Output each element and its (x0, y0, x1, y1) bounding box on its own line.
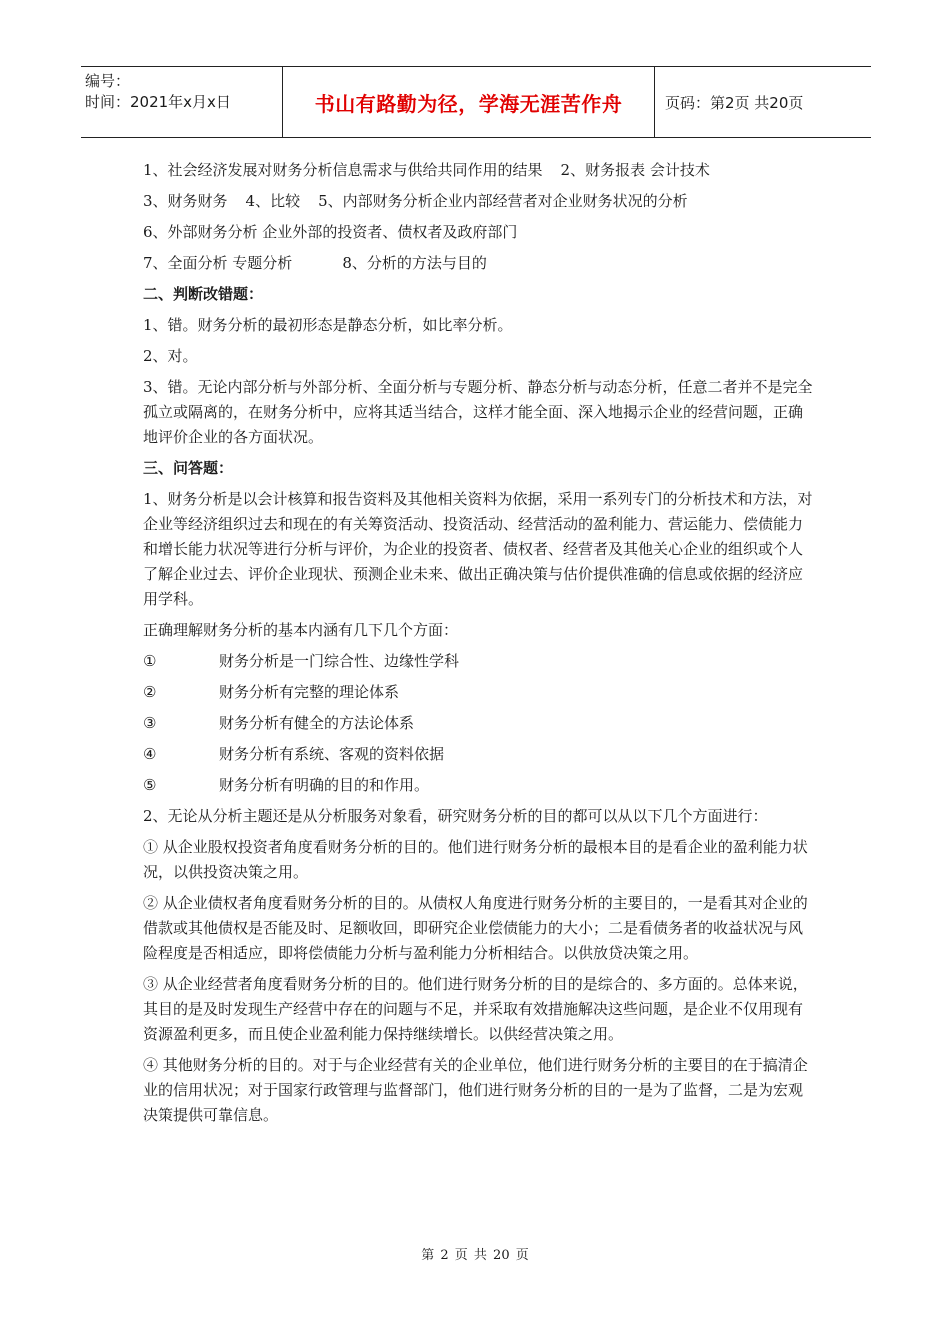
list-text: 财务分析有系统、客观的资料依据 (219, 745, 445, 763)
document-body (143, 158, 815, 1134)
paragraph: ③ 从企业经营者角度看财务分析的目的。他们进行财务分析的目的是综合的、多方面的。总体来说，其目的是及时发现生产经营中存在的问题与不足，并采取有效措施解决这些问题，是企业不仅用现有资源盈利更多，而且使企业盈利能力保持继续增长。以供经营决策之用。 (143, 975, 808, 1043)
answer-text: 2、财务报表 会计技术 (560, 161, 710, 179)
paragraph: 1、财务分析是以会计核算和报告资料及其他相关资料为依据，采用一系列专门的分析技术和方法，对企业等经济组织过去和现在的有关筹资活动、投资活动、经营活动的盈利能力、营运能力、偿债能力和增长能力状况等进行分析与评价，为企业的投资者、债权者、经营者及其他关心企业的组织或个人了解企业过去、评价企业现状、预测企业未来、做出正确决策与估价提供准确的信息或依据的经济应用学科。 (143, 490, 813, 608)
answer-text: 1、社会经济发展对财务分析信息需求与供给共同作用的结果 (143, 161, 543, 179)
paragraph: 2、无论从分析主题还是从分析服务对象看，研究财务分析的目的都可以从以下几个方面进行： (143, 807, 768, 825)
header-page-code: 页码：第2页 共20页 (665, 93, 804, 112)
paragraph: ④ 其他财务分析的目的。对于与企业经营有关的企业单位，他们进行财务分析的主要目的在于搞清企业的信用状况；对于国家行政管理与监督部门，他们进行财务分析的目的一是为了监督，二是为宏观决策提供可靠信息。 (143, 1056, 808, 1124)
paragraph: ② 从企业债权者角度看财务分析的目的。从债权人角度进行财务分析的主要目的，一是看其对企业的借款或其他债权是否能及时、足额收回，即研究企业偿债能力的大小；二是看债务者的收益状况与风险程度是否相适应，即将偿债能力分析与盈利能力分析相结合。以供放贷决策之用。 (143, 894, 808, 962)
answer-line: 6、外部财务分析 企业外部的投资者、债权者及政府部门 (143, 223, 518, 241)
list-number: ⑤ (143, 776, 157, 794)
answer-line (143, 189, 815, 214)
list-item (143, 773, 815, 798)
list-text: 财务分析有健全的方法论体系 (219, 714, 415, 732)
list-item (143, 680, 815, 705)
header-motto: 书山有路勤为径，学海无涯苦作舟 (282, 67, 655, 137)
answer-text: 7、全面分析 专题分析 (143, 254, 293, 272)
list-item (143, 711, 815, 736)
page-footer: 第 2 页 共 20 页 (421, 1248, 529, 1263)
answer-line (143, 158, 815, 183)
list-item (143, 742, 815, 767)
answer-text: 3、财务财务 (143, 192, 228, 210)
list-text: 财务分析是一门综合性、边缘性学科 (219, 652, 460, 670)
list-text: 财务分析有明确的目的和作用。 (219, 776, 430, 794)
header-meta (81, 67, 282, 137)
list-number: ④ (143, 745, 157, 763)
list-number: ③ (143, 714, 157, 732)
list-number: ② (143, 683, 157, 701)
answer-text: 4、比较 (245, 192, 301, 210)
paragraph: 3、错。无论内部分析与外部分析、全面分析与专题分析、静态分析与动态分析，任意二者并不是完全孤立或隔离的，在财务分析中，应将其适当结合，这样才能全面、深入地揭示企业的经营问题，正确地评价企业的各方面状况。 (143, 378, 813, 446)
answer-line (143, 251, 815, 276)
list-item (143, 649, 815, 674)
paragraph: 2、对。 (143, 347, 198, 365)
list-text: 财务分析有完整的理论体系 (219, 683, 400, 701)
answer-text: 5、内部财务分析企业内部经营者对企业财务状况的分析 (318, 192, 688, 210)
list-number: ① (143, 652, 157, 670)
paragraph: 正确理解财务分析的基本内涵有几下几个方面： (143, 621, 459, 639)
serial-label: 编号： (85, 72, 131, 90)
section-heading: 二、判断改错题： (143, 285, 264, 303)
paragraph: 1、错。财务分析的最初形态是静态分析，如比率分析。 (143, 316, 513, 334)
time-label: 时间：2021年x月x日 (85, 93, 231, 111)
answer-text: 8、分析的方法与目的 (342, 254, 487, 272)
section-heading: 三、问答题： (143, 459, 234, 477)
paragraph: ① 从企业股权投资者角度看财务分析的目的。他们进行财务分析的最根本目的是看企业的盈利能力状况，以供投资决策之用。 (143, 838, 808, 881)
page-header (81, 66, 871, 138)
